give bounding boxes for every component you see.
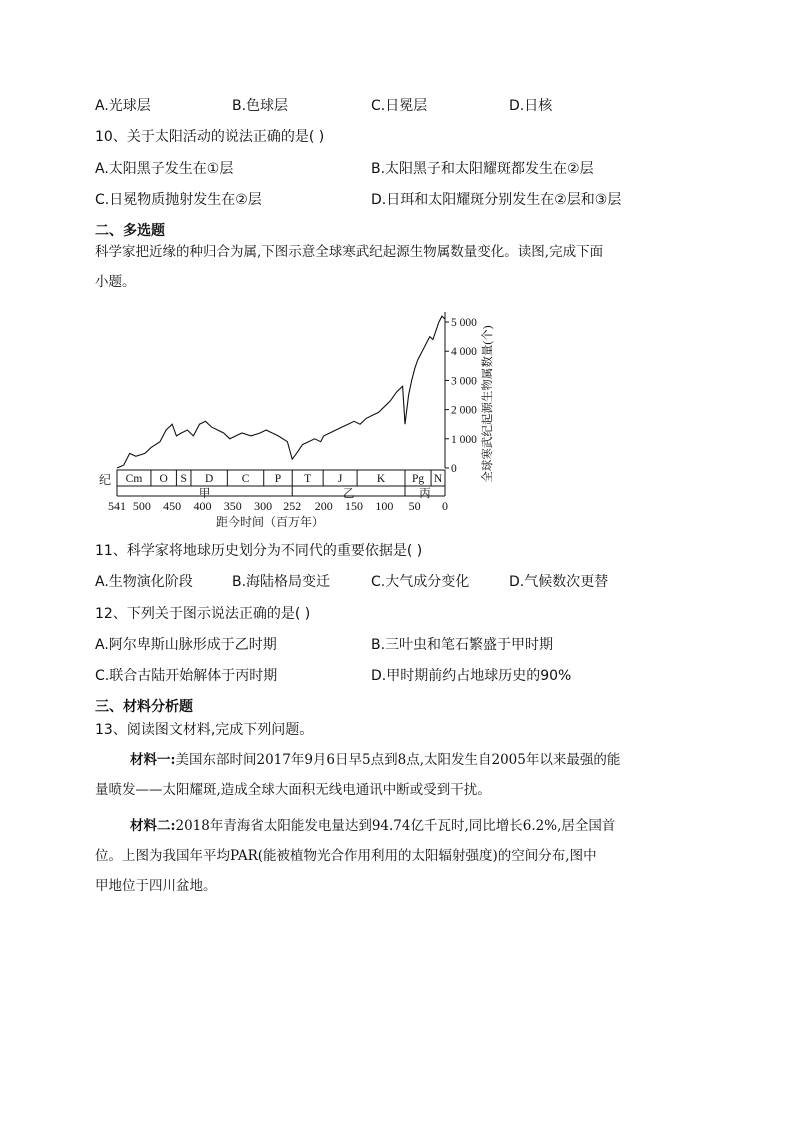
material1-text1: 美国东部时间2017年9月6日早5点到8点,太阳发生自2005年以来最强的能 [175, 752, 621, 768]
y-tick-label: 2 000 [451, 404, 477, 417]
q11-option-b: B.海陆格局变迁 [232, 574, 331, 590]
period-label: Pg [411, 473, 425, 485]
period-label: N [433, 473, 443, 485]
q9-option-a: A.光球层 [95, 98, 151, 114]
q10-option-d: D.日珥和太阳耀斑分别发生在②层和③层 [371, 192, 622, 208]
q10-option-c: C.日冕物质抛射发生在②层 [95, 192, 262, 208]
y-tick-label: 5 000 [451, 317, 477, 329]
period-label: T [304, 473, 312, 485]
q10-option-b: B.太阳黑子和太阳耀斑都发生在②层 [371, 161, 594, 177]
q10-option-a: A.太阳黑子发生在①层 [95, 161, 234, 177]
x-tick-label: 400 [193, 499, 212, 513]
q9-option-c: C.日冕层 [371, 98, 428, 114]
q11-option-a: A.生物演化阶段 [95, 574, 193, 590]
period-label: D [204, 473, 214, 485]
period-label: J [337, 473, 343, 485]
q12-option-b: B.三叶虫和笔石繁盛于甲时期 [371, 637, 554, 653]
x-tick-label: 450 [163, 499, 182, 513]
q9-option-b: B.色球层 [232, 98, 289, 114]
q11-option-c: C.大气成分变化 [371, 574, 470, 590]
x-tick-row [108, 499, 448, 513]
genus-count-chart [95, 300, 515, 532]
period-label: Cm [125, 473, 143, 485]
y-tick-label: 1 000 [451, 433, 477, 446]
period-row [117, 470, 445, 486]
x-axis-label: 距今时间（百万年） [215, 515, 325, 529]
section2-intro-line1: 科学家把近缘的种归合为属,下图示意全球寒武纪起源生物属数量变化。读图,完成下面 [95, 244, 604, 260]
material2-line2: 位。上图为我国年平均PAR(能被植物光合作用利用的太阳辐射强度)的空间分布,图中 [95, 848, 597, 864]
q13-stem: 13、阅读图文材料,完成下列问题。 [95, 722, 314, 738]
period-label: C [241, 473, 250, 485]
chart-axis-layer [445, 312, 477, 475]
material2-line3: 甲地位于四川盆地。 [95, 878, 217, 894]
era-label: 丙 [419, 488, 431, 500]
period-label: P [274, 473, 282, 485]
x-tick-label: 100 [375, 499, 394, 513]
material1-line2: 量喷发——太阳耀斑,造成全球大面积无线电通讯中断或受到干扰。 [95, 782, 491, 798]
x-tick-label: 150 [345, 499, 364, 513]
x-tick-label: 252 [283, 499, 302, 513]
y-tick-label: 4 000 [451, 346, 477, 359]
genus-count-series-line [117, 316, 445, 468]
era-row [117, 486, 445, 500]
x-tick-label: 541 [108, 499, 126, 513]
q12-stem: 12、下列关于图示说法正确的是( ) [95, 606, 311, 622]
x-tick-label: 0 [442, 499, 448, 513]
q9-option-d: D.日核 [509, 98, 553, 114]
material2-label: 材料二: [130, 818, 176, 834]
material1-label: 材料一: [130, 752, 176, 768]
x-tick-label: 350 [223, 499, 242, 513]
x-tick-label: 200 [314, 499, 333, 513]
era-label: 甲 [198, 488, 211, 500]
material2-line1 [130, 816, 615, 836]
q12-option-d: D.甲时期前约占地球历史的90% [371, 668, 572, 684]
y-tick-label: 0 [451, 463, 457, 475]
x-tick-label: 50 [408, 499, 421, 513]
material1-line1 [130, 750, 620, 770]
y-axis-label: 全球寒武纪起源生物属数量(个) [482, 325, 494, 483]
period-label: K [376, 473, 386, 485]
q11-stem: 11、科学家将地球历史划分为不同代的重要依据是( ) [95, 543, 423, 559]
x-tick-label: 500 [132, 499, 151, 513]
material2-text1: 2018年青海省太阳能发电量达到94.74亿千瓦时,同比增长6.2%,居全国首 [175, 818, 616, 834]
period-label: S [180, 473, 187, 485]
q10-stem: 10、关于太阳活动的说法正确的是( ) [95, 129, 325, 145]
chart-area-layer [117, 316, 445, 468]
section-title-multiple-choice: 二、多选题 [95, 223, 165, 239]
x-tick-label: 300 [254, 499, 273, 513]
period-row-label: 纪 [99, 473, 112, 487]
era-label: 乙 [342, 488, 355, 500]
q11-option-d: D.气候数次更替 [509, 574, 609, 590]
q12-option-c: C.联合古陆开始解体于丙时期 [95, 668, 278, 684]
q12-option-a: A.阿尔卑斯山脉形成于乙时期 [95, 637, 277, 653]
period-label: O [159, 473, 168, 485]
y-tick-label: 3 000 [451, 375, 477, 388]
section-title-material-analysis: 三、材料分析题 [95, 699, 193, 715]
section2-intro-line2: 小题。 [95, 274, 136, 290]
